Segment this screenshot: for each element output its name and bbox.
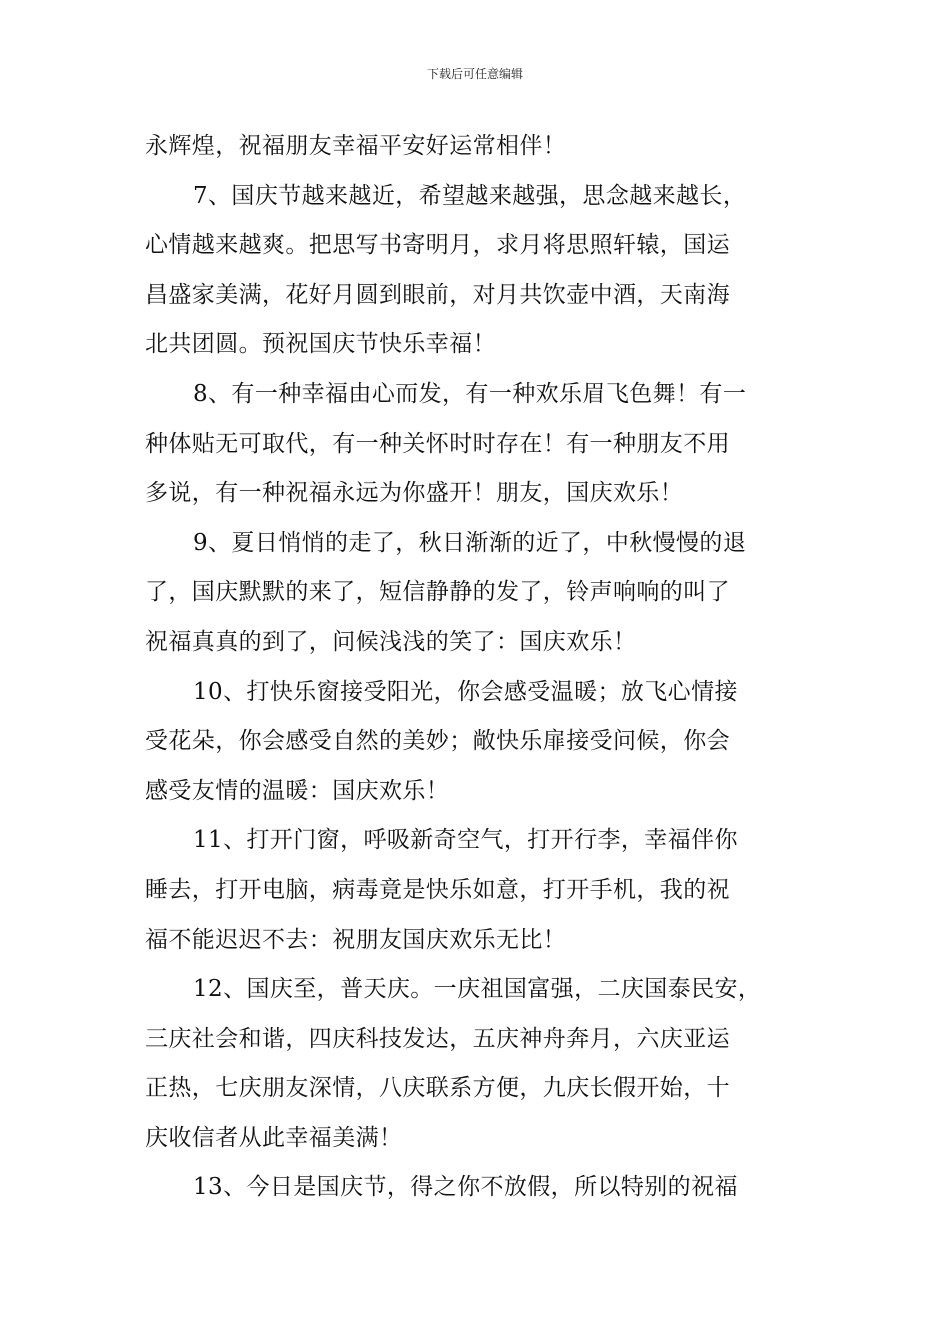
- paragraph-line: 心情越来越爽。把思写书寄明月，求月将思照轩辕，国运: [145, 232, 730, 259]
- paragraph-first-line: 12、国庆至，普天庆。一庆祖国富强，二庆国泰民安，: [193, 976, 762, 1003]
- paragraph-line: 睡去，打开电脑，病毒竟是快乐如意，打开手机，我的祝: [145, 876, 730, 903]
- paragraph-line: 庆收信者从此幸福美满！: [145, 1124, 403, 1151]
- paragraph-line: 感受友情的温暖：国庆欢乐！: [145, 777, 450, 804]
- paragraph-first-line: 7、国庆节越来越近，希望越来越强，思念越来越长，: [193, 182, 747, 209]
- paragraph-line: 永辉煌，祝福朋友幸福平安好运常相伴！: [145, 133, 567, 159]
- paragraph-line: 正热，七庆朋友深情，八庆联系方便，九庆长假开始，十: [145, 1075, 730, 1102]
- paragraph-first-line: 10、打快乐窗接受阳光，你会感受温暖；放飞心情接: [193, 678, 738, 705]
- paragraph-line: 种体贴无可取代，有一种关怀时时存在！有一种朋友不用: [145, 430, 730, 457]
- paragraph-first-line: 11、打开门窗，呼吸新奇空气，打开行李，幸福伴你: [193, 827, 738, 854]
- paragraph-line: 北共团圆。预祝国庆节快乐幸福！: [145, 331, 496, 358]
- paragraph-line: 祝福真真的到了，问候浅浅的笑了：国庆欢乐！: [145, 628, 637, 655]
- page-header-note: 下载后可任意编辑: [426, 67, 523, 81]
- paragraph-line: 多说，有一种祝福永远为你盛开！朋友，国庆欢乐！: [145, 480, 684, 507]
- paragraph-line: 三庆社会和谐，四庆科技发达，五庆神舟奔月，六庆亚运: [145, 1025, 730, 1052]
- paragraph-line: 受花朵，你会感受自然的美妙；敞快乐扉接受问候，你会: [145, 728, 730, 755]
- paragraph-first-line: 8、有一种幸福由心而发，有一种欢乐眉飞色舞！有一: [193, 380, 747, 407]
- document-body: [145, 122, 808, 1213]
- paragraph-line: 了，国庆默默的来了，短信静静的发了，铃声响响的叫了: [145, 579, 730, 606]
- paragraph-line: 昌盛家美满，花好月圆到眼前，对月共饮壶中酒，天南海: [145, 281, 730, 308]
- paragraph-line: 福不能迟迟不去：祝朋友国庆欢乐无比！: [145, 926, 567, 953]
- paragraph-first-line: 9、夏日悄悄的走了，秋日渐渐的近了，中秋慢慢的退: [193, 529, 747, 556]
- paragraph-first-line: 13、今日是国庆节，得之你不放假，所以特别的祝福: [193, 1174, 738, 1201]
